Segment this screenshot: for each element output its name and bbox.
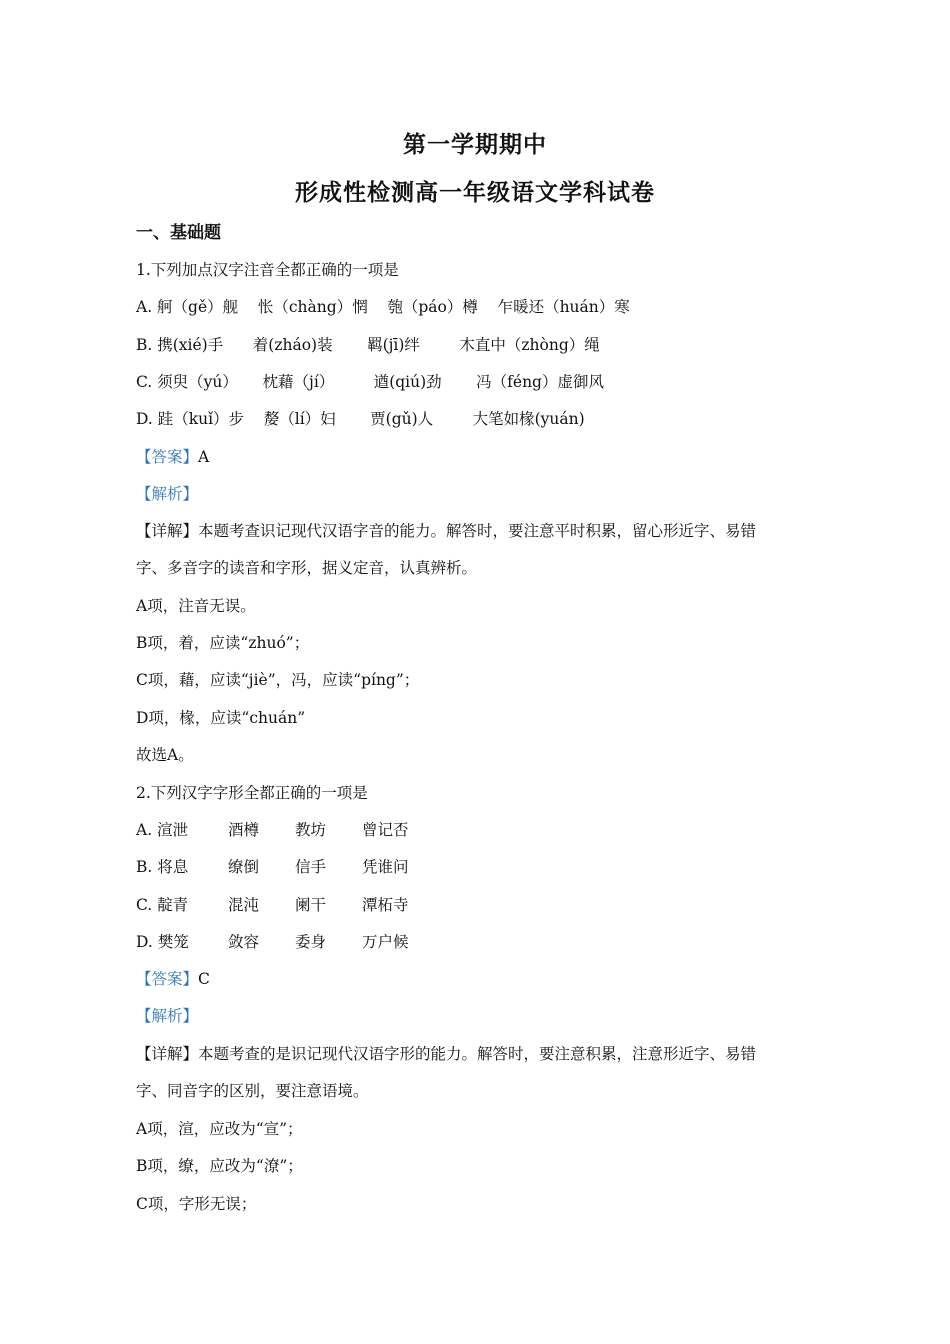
q2-option-cell: 缭倒 xyxy=(228,858,260,876)
q2-option-cell: 潭柘寺 xyxy=(362,896,409,914)
answer-value: A xyxy=(198,448,210,466)
q2-option-cell: 教坊 xyxy=(295,821,327,839)
q2-option-cell: 凭谁问 xyxy=(362,858,409,876)
q2-note-b: B项，缭，应改为“潦”； xyxy=(136,1157,303,1175)
q1-note-b: B项，着，应读“zhuó”； xyxy=(136,634,310,652)
q2-analysis-tag: 【解析】 xyxy=(136,1007,199,1025)
page-title-line2: 形成性检测高一年级语文学科试卷 xyxy=(295,179,655,206)
q1-note-a: A项，注音无误。 xyxy=(136,597,256,615)
q1-option-b: B. 携(xié)手 着(zháo)装 羁(jī)绊 木直中（zhòng）绳 xyxy=(136,336,600,354)
q1-answer xyxy=(136,446,209,468)
answer-tag: 【答案】 xyxy=(136,448,199,466)
answer-value: C xyxy=(198,970,210,988)
q2-option-cell: C. 靛青 xyxy=(136,896,189,914)
q2-option-b xyxy=(136,856,429,878)
q2-option-c xyxy=(136,894,429,916)
q2-option-cell: A. 渲泄 xyxy=(136,821,189,839)
q1-conclusion: 故选A。 xyxy=(136,746,194,764)
q1-detail-line1: 【详解】本题考查识记现代汉语字音的能力。解答时，要注意平时积累，留心形近字、易错 xyxy=(136,522,757,540)
q1-option-c: C. 须臾（yú） 枕藉（jí） 遒(qiú)劲 冯（féng）虚御风 xyxy=(136,373,604,391)
q2-option-cell: 曾记否 xyxy=(362,821,409,839)
q2-option-cell: 阑干 xyxy=(295,896,327,914)
q2-option-cell: 混沌 xyxy=(228,896,260,914)
q1-option-a: A. 舸（gě）舰 怅（chàng）惘 匏（páo）樽 乍暖还（huán）寒 xyxy=(136,298,630,316)
q2-answer xyxy=(136,968,210,990)
q2-note-a: A项，渲，应改为“宣”； xyxy=(136,1120,303,1138)
page-title-line1: 第一学期期中 xyxy=(403,131,547,158)
section-heading: 一、基础题 xyxy=(136,223,221,243)
q2-option-a xyxy=(136,819,429,841)
q2-option-cell: 信手 xyxy=(295,858,327,876)
q2-stem: 2.下列汉字字形全都正确的一项是 xyxy=(136,784,368,802)
q1-analysis-tag: 【解析】 xyxy=(136,485,199,503)
q2-detail-line1: 【详解】本题考查的是识记现代汉语字形的能力。解答时，要注意积累，注意形近字、易错 xyxy=(136,1045,757,1063)
q2-note-c: C项，字形无误； xyxy=(136,1195,257,1213)
q2-option-cell: 酒樽 xyxy=(228,821,260,839)
q2-option-cell: D. 樊笼 xyxy=(136,933,189,951)
q2-detail-line2: 字、同音字的区别，要注意语境。 xyxy=(136,1082,369,1100)
q2-option-cell: 委身 xyxy=(295,933,327,951)
q1-detail-line2: 字、多音字的读音和字形，据义定音，认真辨析。 xyxy=(136,559,478,577)
q1-option-d: D. 跬（kuǐ）步 嫠（lí）妇 贾(gǔ)人 大笔如椽(yuán) xyxy=(136,410,585,428)
q2-option-cell: B. 将息 xyxy=(136,858,189,876)
q2-option-cell: 敛容 xyxy=(228,933,260,951)
q2-option-cell: 万户候 xyxy=(362,933,409,951)
q1-note-c: C项，藉，应读“jiè”，冯，应读“píng”； xyxy=(136,671,420,689)
q2-option-d xyxy=(136,931,429,953)
q1-note-d: D项，椽，应读“chuán” xyxy=(136,709,306,727)
answer-tag: 【答案】 xyxy=(136,970,199,988)
q1-stem: 1.下列加点汉字注音全都正确的一项是 xyxy=(136,261,399,279)
